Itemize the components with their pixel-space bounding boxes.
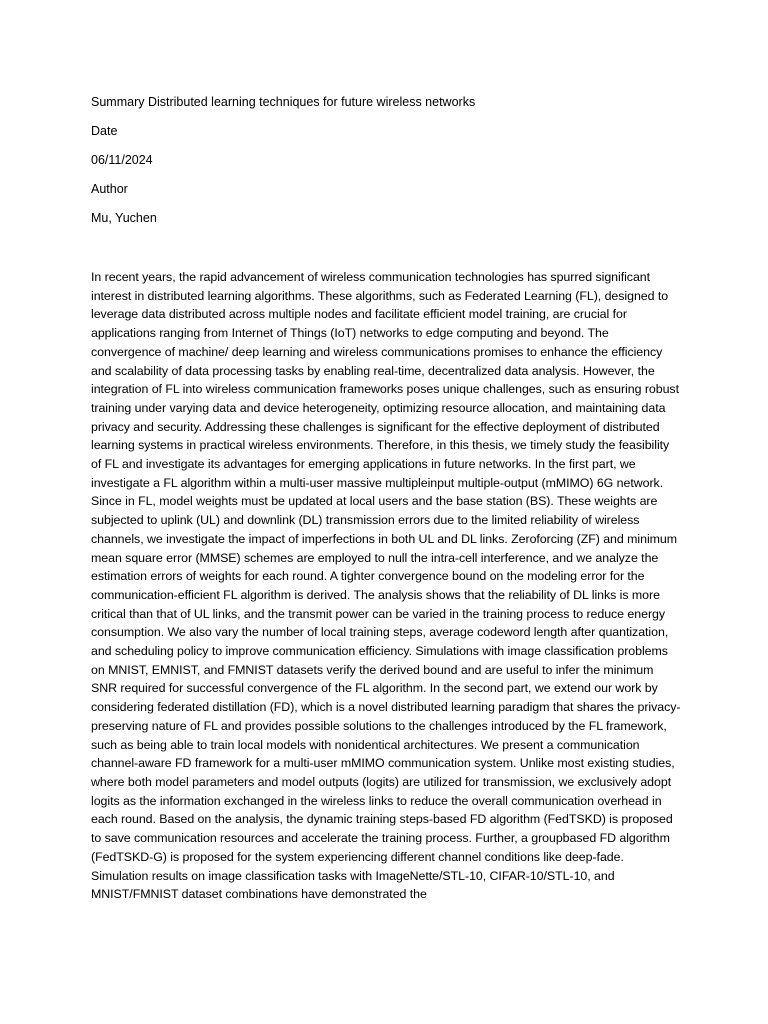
date-value: 06/11/2024 <box>91 153 153 167</box>
summary-paragraph: In recent years, the rapid advancement of wireless communication technologies has spurred significant interest in distributed learning algorithms. These algorithms, such as Federated Learning (FL), designed to leverage data distributed across multiple nodes and facilitate efficient model training, are crucial for applications ranging from Internet of Things (IoT) networks to edge computing and beyond. The convergence of machine/ deep learning and wireless communications promises to enhance the efficiency and scalability of data processing tasks by enabling real-time, decentralized data analysis. However, the integration of FL into wireless communication frameworks poses unique challenges, such as ensuring robust training under varying data and device heterogeneity, optimizing resource allocation, and maintaining data privacy and security. Addressing these challenges is significant for the effective deployment of distributed learning systems in practical wireless environments. Therefore, in this thesis, we timely study the feasibility of FL and investigate its advantages for emerging applications in future networks. In the first part, we investigate a FL algorithm within a multi-user massive multipleinput multiple-output (mMIMO) 6G network. Since in FL, model weights must be updated at local users and the base station (BS). These weights are subjected to uplink (UL) and downlink (DL) transmission errors due to the limited reliability of wireless channels, we investigate the impact of imperfections in both UL and DL links. Zeroforcing (ZF) and minimum mean square error (MMSE) schemes are employed to null the intra-cell interference, and we analyze the estimation errors of weights for each round. A tighter convergence bound on the modeling error for the communication-efficient FL algorithm is derived. The analysis shows that the reliability of DL links is more critical than that of UL links, and the transmit power can be varied in the training process to reduce energy consumption. We also vary the number of local training steps, average codeword length after quantization, and scheduling policy to improve communication efficiency. Simulations with image classification problems on MNIST, EMNIST, and FMNIST datasets verify the derived bound and are useful to infer the minimum SNR required for successful convergence of the FL algorithm. In the second part, we extend our work by considering federated distillation (FD), which is a novel distributed learning paradigm that shares the privacy-preserving nature of FL and provides possible solutions to the challenges introduced by the FL framework, such as being able to train local models with nonidentical architectures. We present a communication channel-aware FD framework for a multi-user mMIMO communication system. Unlike most existing studies, where both model parameters and model outputs (logits) are utilized for transmission, we exclusively adopt logits as the information exchanged in the wireless links to reduce the overall communication overhead in each round. Based on the analysis, the dynamic training steps-based FD algorithm (FedTSKD) is proposed to save communication resources and accelerate the training process. Further, a groupbased FD algorithm (FedTSKD-G) is proposed for the system experiencing different channel conditions like deep-fade. Simulation results on image classification tasks with ImageNette/STL-10, CIFAR-10/STL-10, and MNIST/FMNIST dataset combinations have demonstrated the <box>91 270 681 902</box>
date-label: Date <box>91 124 118 138</box>
document-header <box>91 93 691 238</box>
author-label: Author <box>91 182 128 196</box>
document-title: Summary Distributed learning techniques for future wireless networks <box>91 95 476 109</box>
author-value: Mu, Yuchen <box>91 211 157 225</box>
